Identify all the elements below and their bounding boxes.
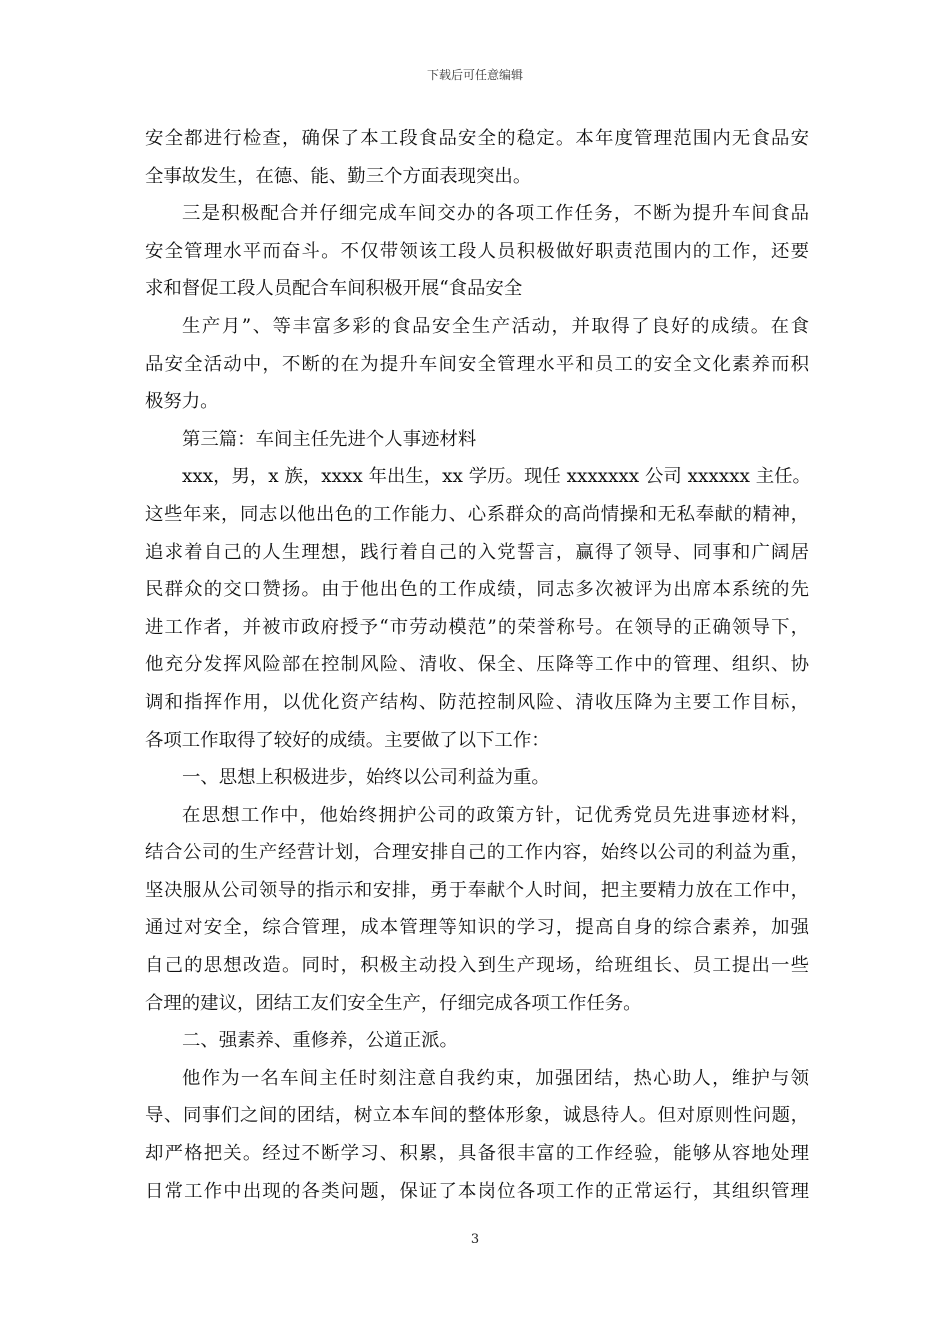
- text-line: 安全都进行检查，确保了本工段食品安全的稳定。本年度管理范围内无食品安: [145, 128, 809, 149]
- text-line: 第三篇：车间主任先进个人事迹材料: [182, 428, 477, 450]
- text-line: 各项工作取得了较好的成绩。主要做了以下工作：: [145, 729, 550, 751]
- text-line: 极努力。: [145, 391, 219, 413]
- text-line: 安全管理水平而奋斗。不仅带领该工段人员积极做好职责范围内的工作，还要: [145, 240, 809, 262]
- text-line: 求和督促工段人员配合车间积极开展“食品安全: [145, 278, 523, 300]
- text-line: 这些年来，同志以他出色的工作能力、心系群众的高尚情操和无私奉献的精神，: [145, 503, 809, 525]
- text-line: 追求着自己的人生理想，践行着自己的入党誓言，赢得了领导、同事和广阔居: [145, 541, 809, 563]
- text-line: 进工作者，并被市政府授予“市劳动模范”的荣誉称号。在领导的正确领导下，: [145, 616, 809, 638]
- document-body: [145, 120, 809, 1210]
- text-line: 自己的思想改造。同时，积极主动投入到生产现场，给班组长、员工提出一些: [145, 955, 809, 977]
- text-line: 却严格把关。经过不断学习、积累，具备很丰富的工作经验，能够从容地处理: [145, 1143, 809, 1165]
- text-line: 民群众的交口赞扬。由于他出色的工作成绩，同志多次被评为出席本系统的先: [145, 579, 809, 601]
- text-line: 通过对安全，综合管理，成本管理等知识的学习，提高自身的综合素养，加强: [145, 917, 809, 939]
- text-line: 三是积极配合并仔细完成车间交办的各项工作任务，不断为提升车间食品: [182, 203, 809, 225]
- text-line: xxx，男，x 族，xxxx 年出生，xx 学历。现任 xxxxxxx 公司 xxxxxx 主任。: [182, 466, 811, 488]
- text-line: 一、思想上积极进步，始终以公司利益为重。: [182, 767, 550, 789]
- text-line: 调和指挥作用，以优化资产结构、防范控制风险、清收压降为主要工作目标，: [145, 691, 809, 713]
- page-header: 下载后可任意编辑: [426, 68, 523, 82]
- text-line: 他作为一名车间主任时刻注意自我约束，加强团结，热心助人，维护与领: [182, 1067, 809, 1089]
- text-line: 他充分发挥风险部在控制风险、清收、保全、压降等工作中的管理、组织、协: [145, 654, 809, 676]
- text-line: 导、同事们之间的团结，树立本车间的整体形象，诚恳待人。但对原则性问题，: [145, 1105, 809, 1127]
- text-line: 品安全活动中，不断的在为提升车间安全管理水平和员工的安全文化素养而积: [145, 353, 809, 375]
- text-line: 二、强素养、重修养，公道正派。: [182, 1030, 458, 1052]
- text-line: 日常工作中出现的各类问题，保证了本岗位各项工作的正常运行，其组织管理: [145, 1180, 809, 1202]
- text-line: 在思想工作中，他始终拥护公司的政策方针，记优秀党员先进事迹材料，: [182, 804, 809, 826]
- text-line: 结合公司的生产经营计划，合理安排自己的工作内容，始终以公司的利益为重，: [145, 842, 809, 864]
- text-line: 生产月”、等丰富多彩的食品安全生产活动，并取得了良好的成绩。在食: [182, 315, 809, 337]
- text-line: 全事故发生，在德、能、勤三个方面表现突出。: [145, 165, 532, 187]
- page-number: 3: [470, 1232, 480, 1247]
- text-line: 坚决服从公司领导的指示和安排，勇于奉献个人时间，把主要精力放在工作中，: [145, 879, 809, 901]
- text-line: 合理的建议，团结工友们安全生产，仔细完成各项工作任务。: [145, 992, 642, 1014]
